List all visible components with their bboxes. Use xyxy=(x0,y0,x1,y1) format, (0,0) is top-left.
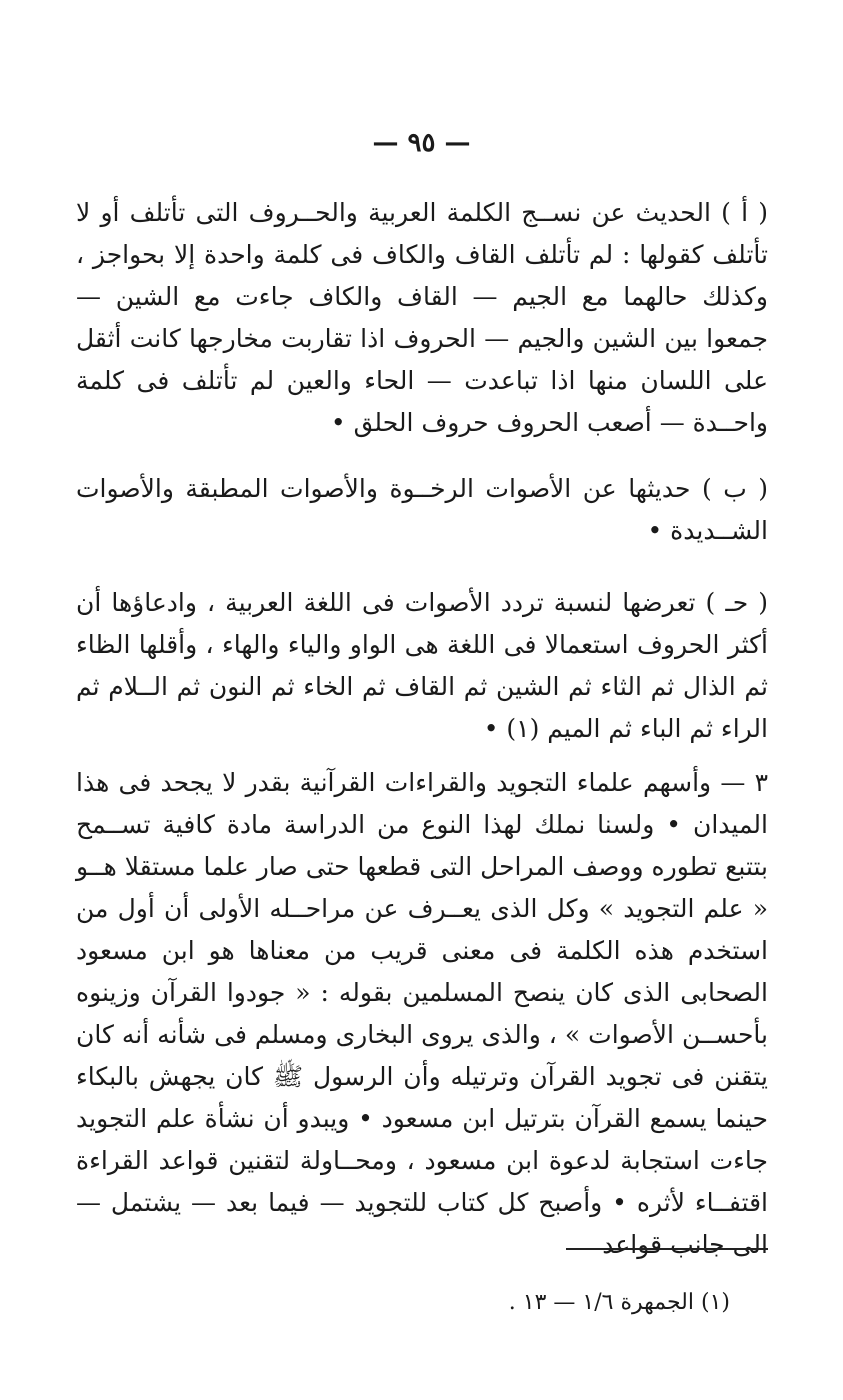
body-text xyxy=(76,192,768,1266)
paragraph-b: ( ب ) حديثها عن الأصوات الرخــوة والأصوات المطبقة والأصوات الشــديدة • xyxy=(76,474,768,545)
paragraph-c: ( حـ ) تعرضها لنسبة تردد الأصوات فى اللغة العربية ، وادعاؤها أن أكثر الحروف استعمالا فى اللغة هى الواو والياء والهاء ، وأقلها الظاء ثم الذال ثم الثاء ثم الشين ثم القاف ثم الخاء ثم النون ثم الــلام ثم الراء ثم الباء ثم الميم (١) • xyxy=(76,588,768,743)
footnote-divider xyxy=(566,1248,768,1250)
footnote: (١) الجمهرة ١/٦ — ١٣ . xyxy=(508,1290,730,1315)
paragraph-a: ( أ ) الحديث عن نســج الكلمة العربية والحــروف التى تأتلف أو لا تأتلف كقولها : لم تأتلف القاف والكاف فى كلمة واحدة إلا بحواجز ، وكذلك حالهما مع الجيم — القاف والكاف جاءت مع الشين — جمعوا بين الشين والجيم — الحروف اذا تقاربت مخارجها كانت أثقل على اللسان منها اذا تباعدت — الحاء والعين لم تأتلف فى كلمة واحــدة — أصعب الحروف حروف الحلق • xyxy=(76,198,768,437)
paragraph-3: ٣ — وأسهم علماء التجويد والقراءات القرآنية بقدر لا يجحد فى هذا الميدان • ولسنا نملك لهذا النوع من الدراسة مادة كافية تســمح بتتبع تطوره ووصف المراحل التى قطعها حتى صار علما مستقلا هــو « علم التجويد » وكل الذى يعــرف عن مراحــله الأولى أن أول من استخدم هذه الكلمة فى معنى قريب من معناها هو ابن مسعود الصحابى الذى كان ينصح المسلمين بقوله : « جودوا القرآن وزينوه بأحســن الأصوات » ، والذى يروى البخارى ومسلم فى شأنه أنه كان يتقنن فى تجويد القرآن وترتيله وأن الرسول ﷺ كان يجهش بالبكاء حينما يسمع القرآن بترتيل ابن مسعود • ويبدو أن نشأة علم التجويد جاءت استجابة لدعوة ابن مسعود ، ومحــاولة لتقنين قواعد القراءة اقتفــاء لأثره • وأصبح كل كتاب للتجويد — فيما بعد — يشتمل — الى جانب قواعد xyxy=(76,768,768,1259)
page-number: — ٩٥ — xyxy=(372,128,471,158)
